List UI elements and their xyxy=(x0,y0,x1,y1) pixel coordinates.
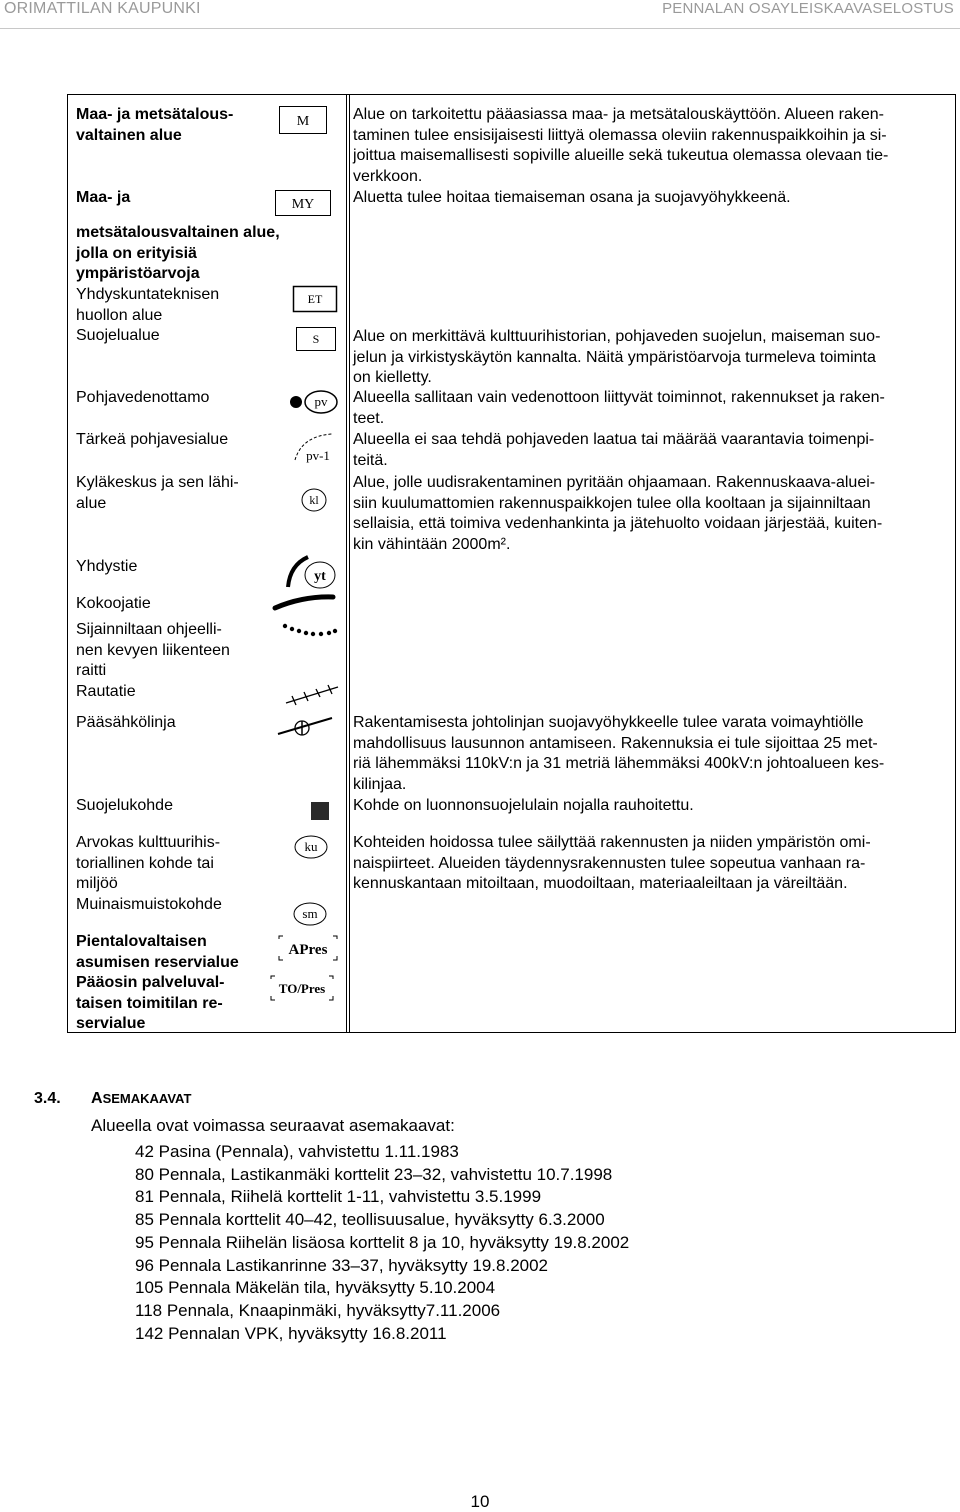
legend-label: Pohjavedenottamo xyxy=(76,389,210,406)
legend-label: Yhdyskuntateknisen huollon alue xyxy=(76,286,220,324)
legend-desc: Kohteiden hoidossa tulee säilyttää rakennusten ja niiden ympäristön omi- naispiirteet. Alueiden täydennysrakennusten tulee sopeutua vanhaan ra- kennuskantaan mitoiltaan, muodoiltaan, materiaaleiltaan ja väreiltään. xyxy=(353,834,871,893)
header-right-text: PENNALAN OSAYLEISKAAVASELOSTUS xyxy=(662,0,954,17)
list-item: 96 Pennala Lastikanrinne 33–37, hyväksytty 19.8.2002 xyxy=(135,1255,549,1275)
symbol-et-text: ET xyxy=(307,292,323,306)
symbol-pv-text: pv xyxy=(314,394,328,409)
legend-label: Yhdystie xyxy=(76,558,138,575)
section-number: 3.4. xyxy=(34,1090,61,1107)
list-item: 81 Pennala, Riihelä korttelit 1-11, vahvistettu 3.5.1999 xyxy=(135,1187,542,1207)
legend-desc: Alue on tarkoitettu pääasiassa maa- ja metsätalouskäyttöön. Alueen raken- taminen tulee ensisijaisesti liittyä olemassa oleviin rakennuspaikkoihin ja si- joittua maisemallisesti sopiville alueille sekä tukeutua olemassa olevaan tie- verkkoon. xyxy=(353,106,889,185)
symbol-sm xyxy=(292,901,328,927)
symbol-apres xyxy=(278,935,338,961)
legend-label: Arvokas kulttuurihis- toriallinen kohde tai miljöö xyxy=(76,834,221,893)
legend-label: Maa- ja metsätalous- valtainen alue xyxy=(76,106,234,144)
legend-label: Pääosin palveluval- taisen toimitilan re- servialue xyxy=(76,974,225,1033)
legend-desc: Aluetta tulee hoitaa tiemaiseman osana ja suojavyöhykkeenä. xyxy=(353,189,791,206)
header-right xyxy=(662,0,954,18)
list-item: 80 Pennala, Lastikanmäki korttelit 23–32, vahvistettu 10.7.1998 xyxy=(135,1164,613,1184)
legend-label: Muinaismuistokohde xyxy=(76,896,222,913)
symbol-pv xyxy=(289,389,339,415)
symbol-topres-text: TO/Pres xyxy=(278,981,326,996)
legend-label: Pääsähkölinja xyxy=(76,714,176,731)
symbol-kl xyxy=(300,487,330,513)
list-item: 105 Pennala Mäkelän tila, hyväksytty 5.10.2004 xyxy=(135,1278,496,1298)
section-title-initial: A xyxy=(91,1090,103,1107)
table-divider xyxy=(346,95,347,1032)
section-title xyxy=(91,1090,191,1108)
header-rule xyxy=(0,28,960,29)
legend-desc: Alueella sallitaan vain vedenottoon liittyvät toiminnot, rakennukset ja raken- teet. xyxy=(353,389,885,427)
symbol-kl-text: kl xyxy=(309,493,319,507)
legend-desc: Rakentamisesta johtolinjan suojavyöhykkeelle tulee varata voimayhtiölle mahdollisuus lausunnon antamiseen. Rakennuksia ei tule sijoittaa 25 met- riä lähemmäksi 110kV:n ja 31 metriä lähemmäksi 400kV:n johtoalueen kes- kilinjaa. xyxy=(353,714,885,793)
symbol-et xyxy=(293,286,337,312)
page-number: 10 xyxy=(470,1492,490,1511)
plan-list xyxy=(135,1141,629,1345)
section-intro: Alueella ovat voimassa seuraavat asemakaavat: xyxy=(91,1116,455,1135)
symbol-yt xyxy=(280,551,340,591)
symbol-m xyxy=(279,106,327,134)
legend-label: Sijainniltaan ohjeelli- nen kevyen liikenteen raitti xyxy=(76,621,230,680)
legend-desc: Alueella ei saa tehdä pohjaveden laatua tai määrää vaarantavia toimenpi- teitä. xyxy=(353,431,875,469)
section-title-rest: SEMAKAAVAT xyxy=(102,1091,192,1106)
list-item: 118 Pennala, Knaapinmäki, hyväksytty7.11.2006 xyxy=(135,1300,501,1320)
symbol-s-text: S xyxy=(312,332,320,346)
legend-table xyxy=(67,94,956,1033)
list-item: 85 Pennala korttelit 40–42, teollisuusalue, hyväksytty 6.3.2000 xyxy=(135,1210,605,1230)
symbol-pv-1 xyxy=(292,430,342,468)
legend-label: Pientalovaltaisen asumisen reservialue xyxy=(76,933,239,971)
symbol-ku xyxy=(293,834,329,860)
symbol-topres xyxy=(270,975,334,1001)
legend-label: Tärkeä pohjavesialue xyxy=(76,431,229,448)
symbol-m-text: M xyxy=(296,114,310,129)
table-divider xyxy=(349,95,350,1032)
legend-label: Kokoojatie xyxy=(76,595,151,612)
protected-site-square xyxy=(311,802,329,820)
legend-label: Maa- ja xyxy=(76,189,131,206)
legend-label: metsätalousvaltainen alue, jolla on erityisiä ympäristöarvoja xyxy=(76,224,280,283)
dotted-path-line xyxy=(282,621,338,641)
symbol-pv-1-text: pv-1 xyxy=(306,448,330,463)
symbol-s xyxy=(296,327,336,351)
railway-line xyxy=(284,683,340,705)
symbol-my-text: MY xyxy=(291,197,315,212)
legend-label: Rautatie xyxy=(76,683,136,700)
header-left-text: ORIMATTILAN KAUPUNKI xyxy=(4,0,201,17)
list-item: 95 Pennala Riihelän lisäosa korttelit 8 ja 10, hyväksytty 19.8.2002 xyxy=(135,1232,630,1252)
header-left xyxy=(4,0,201,18)
legend-desc: Kohde on luonnonsuojelulain nojalla rauhoitettu. xyxy=(353,797,694,814)
legend-label: Suojelualue xyxy=(76,327,160,344)
legend-desc: Alue, jolle uudisrakentaminen pyritään ohjaamaan. Rakennuskaava-aluei- siin kuulumattomien rakennuspaikkojen tulee olla kooltaan ja sijainniltaan sellaisia, että toimiva vedenhankinta ja jätehuolto voidaan järjestää, kuiten- kin vähintään 2000m². xyxy=(353,474,883,553)
list-item: 142 Pennalan VPK, hyväksytty 16.8.2011 xyxy=(135,1323,447,1343)
legend-desc: Alue on merkittävä kulttuurihistorian, pohjaveden suojelun, maiseman suo- jelun ja virkistyskäytön kannalta. Näitä ympäristöarvoja turmeleva toiminta on kielletty. xyxy=(353,328,881,387)
legend-label: Kyläkeskus ja sen lähi- alue xyxy=(76,474,239,512)
power-line-symbol xyxy=(276,716,334,740)
symbol-my xyxy=(275,190,331,216)
symbol-ku-text: ku xyxy=(304,839,318,854)
list-item: 42 Pasina (Pennala), vahvistettu 1.11.1983 xyxy=(135,1142,459,1161)
symbol-sm-text: sm xyxy=(302,906,318,921)
symbol-apres-text: APres xyxy=(288,942,328,958)
legend-label: Suojelukohde xyxy=(76,797,173,814)
symbol-yt-text: yt xyxy=(314,569,326,584)
collector-road-line xyxy=(273,592,337,612)
